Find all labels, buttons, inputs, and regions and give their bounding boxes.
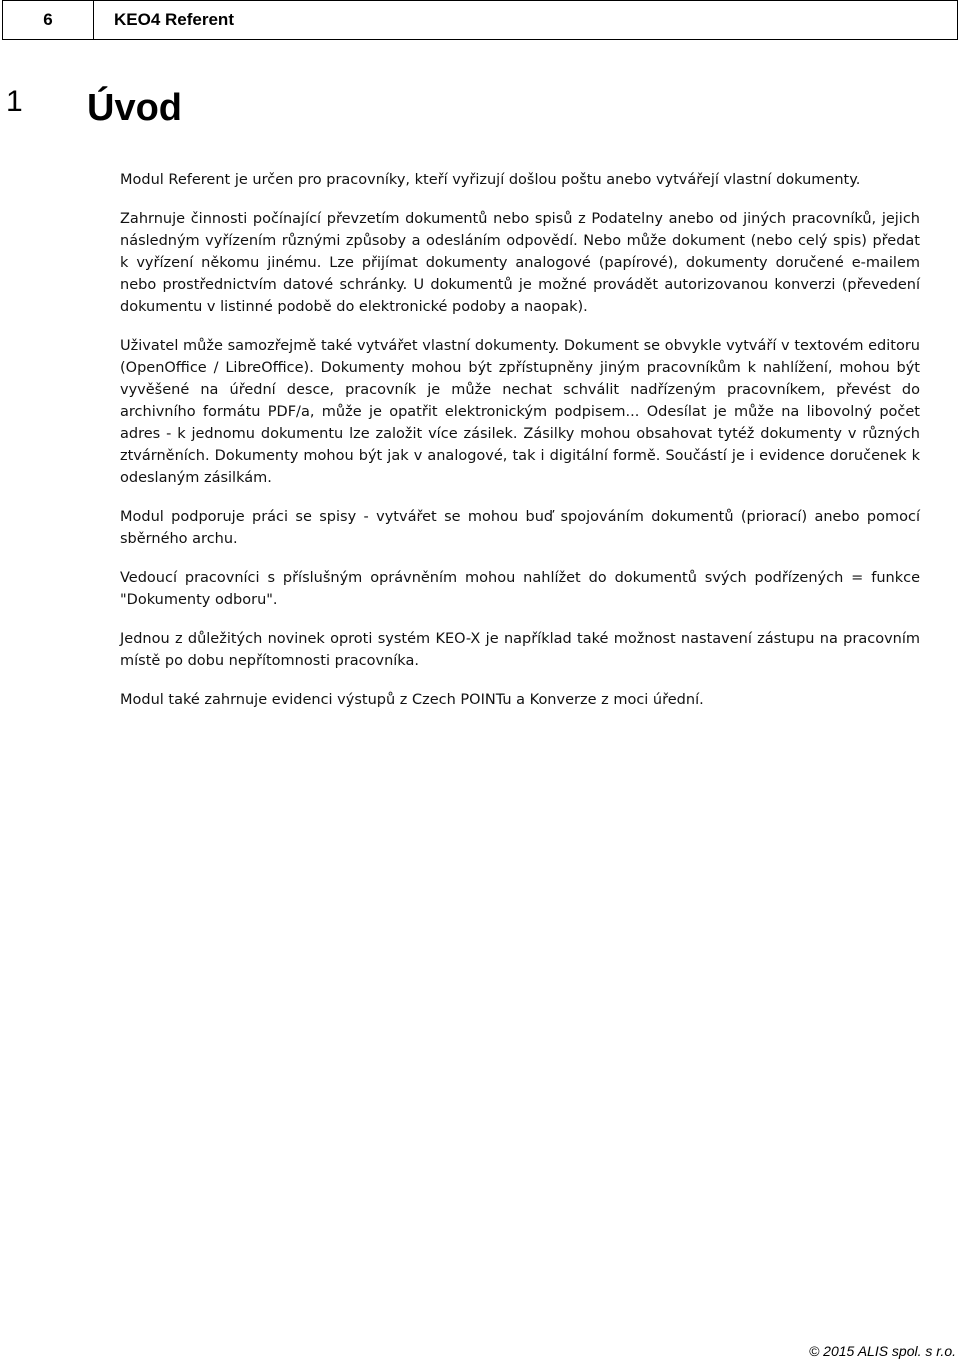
paragraph-intro: Modul Referent je určen pro pracovníky, kteří vyřizují došlou poštu anebo vytvářejí vlastní dokumenty. xyxy=(120,172,861,188)
paragraph-activities: Zahrnuje činnosti počínající převzetím dokumentů nebo spisů z Podatelny anebo od jiných pracovníků, jejich následným vyřízením různými způsoby a odesláním odpovědí. Nebo může dokument (nebo celý spis) předat k vyřízení někomu jinému. Lze přijímat dokumenty analogové (papírové), dokumenty doručené e-mailem nebo prostřednictvím datové schránky. U dokumentů je možné provádět autorizovanou konverzi (převedení dokumentu v listinné podobě do elektronické podoby a naopak). xyxy=(120,211,920,315)
paragraph-managers: Vedoucí pracovníci s příslušným oprávněním mohou nahlížet do dokumentů svých podřízených = funkce "Dokumenty odboru". xyxy=(120,570,920,608)
body-text xyxy=(120,169,920,728)
document-title: KEO4 Referent xyxy=(114,10,234,29)
chapter-number: 1 xyxy=(6,85,23,118)
paragraph-novelties: Jednou z důležitých novinek oproti systém KEO-X je například také možnost nastavení zástupu na pracovním místě po dobu nepřítomnosti pracovníka. xyxy=(120,631,920,669)
paragraph-files: Modul podporuje práci se spisy - vytvářet se mohou buď spojováním dokumentů (priorací) anebo pomocí sběrného archu. xyxy=(120,509,920,547)
paragraph-czech-point: Modul také zahrnuje evidenci výstupů z Czech POINTu a Konverze z moci úřední. xyxy=(120,692,704,708)
page-number: 6 xyxy=(3,1,94,39)
paragraph-own-documents: Uživatel může samozřejmě také vytvářet vlastní dokumenty. Dokument se obvykle vytváří v textovém editoru (OpenOffice / LibreOffice). Dokumenty mohou být zpřístupněny jiným pracovníkům k nahlížení, mohou být vyvěšené na úřední desce, pracovník je může nechat schválit nadřízeným pracovníkem, převést do archivního formátu PDF/a, může je opatřit elektronickým podpisem... Odesílat je může na libovolný počet adres - k jednomu dokumentu lze založit více zásilek. Zásilky mohou obsahovat tytéž dokumenty v různých ztvárněních. Dokumenty mohou být jak v analogové, tak i digitální formě. Součástí je i evidence doručenek k odeslaným zásilkám. xyxy=(120,338,920,486)
footer-copyright: © 2015 ALIS spol. s r.o. xyxy=(808,1343,956,1359)
page-header xyxy=(2,0,958,40)
chapter-title: Úvod xyxy=(87,87,182,129)
